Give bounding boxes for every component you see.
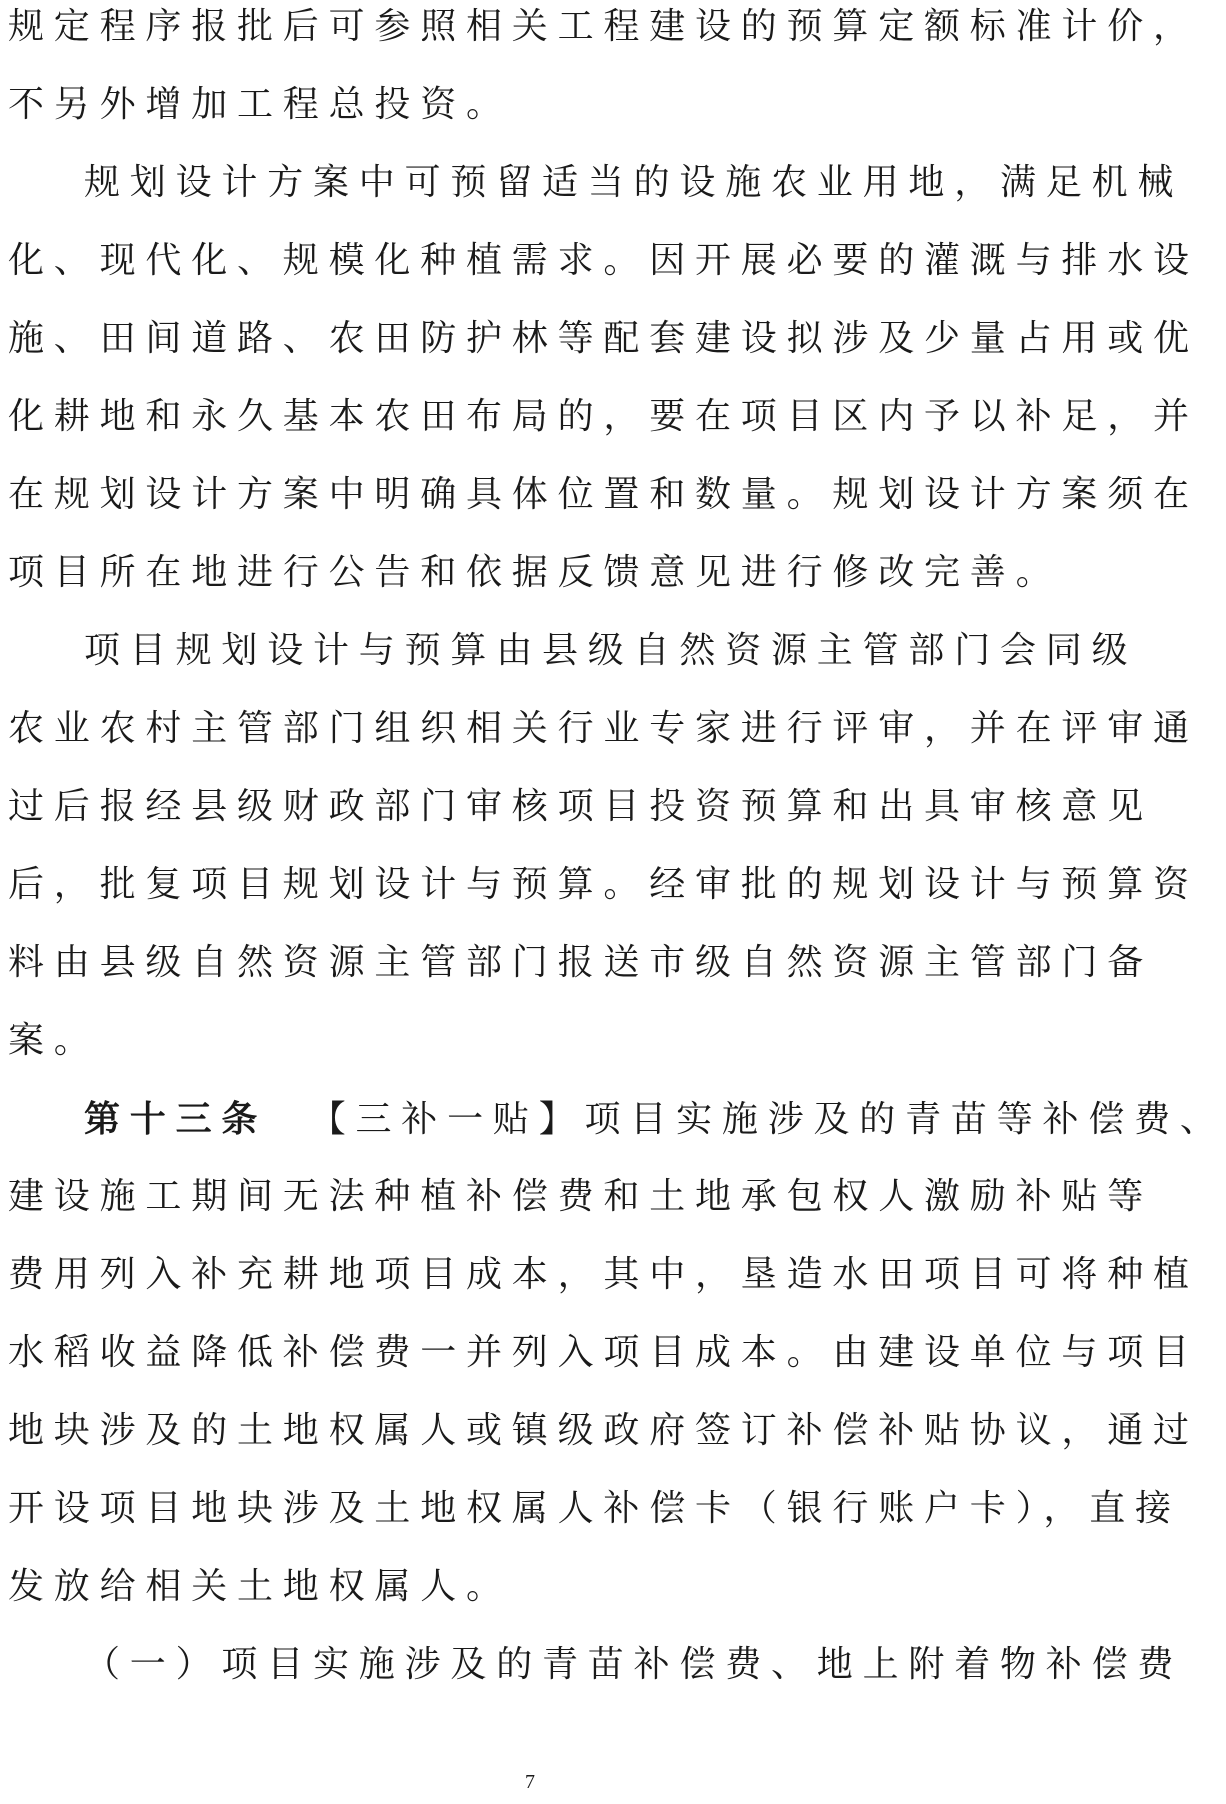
text-line: 过后报经县级财政部门审核项目投资预算和出具审核意见 (8, 786, 1154, 827)
text-line: 农业农村主管部门组织相关行业专家进行评审，并在评审通 (8, 708, 1199, 749)
text-line: 项目规划设计与预算由县级自然资源主管部门会同级 (84, 630, 1138, 671)
text-line: 地块涉及的土地权属人或镇级政府签订补偿补贴协议，通过 (8, 1410, 1199, 1451)
page-number: 7 (525, 1771, 535, 1793)
text-line: 开设项目地块涉及土地权属人补偿卡（银行账户卡），直接 (8, 1488, 1181, 1529)
text-line: 不另外增加工程总投资。 (8, 84, 512, 125)
text-line: 发放给相关土地权属人。 (8, 1566, 512, 1607)
text-line: （一）项目实施涉及的青苗补偿费、地上附着物补偿费 (84, 1644, 1184, 1685)
body-text (8, 0, 1226, 1704)
text-line: 规划设计方案中可预留适当的设施农业用地，满足机械 (84, 162, 1184, 203)
article-line (8, 1080, 1226, 1158)
article-heading: 第十三条 (84, 1098, 268, 1140)
text-line: 规定程序报批后可参照相关工程建设的预算定额标准计价， (8, 6, 1199, 47)
text-line: 后，批复项目规划设计与预算。经审批的规划设计与预算资 (8, 864, 1199, 905)
text-line: 案。 (8, 1020, 100, 1061)
text-line: 水稻收益降低补偿费一并列入项目成本。由建设单位与项目 (8, 1332, 1199, 1373)
text-line: 费用列入补充耕地项目成本，其中，垦造水田项目可将种植 (8, 1254, 1199, 1295)
text-line: 项目所在地进行公告和依据反馈意见进行修改完善。 (8, 552, 1062, 593)
text-line: 在规划设计方案中明确具体位置和数量。规划设计方案须在 (8, 474, 1199, 515)
text-line: 料由县级自然资源主管部门报送市级自然资源主管部门备 (8, 942, 1154, 983)
text-line: 施、田间道路、农田防护林等配套建设拟涉及少量占用或优 (8, 318, 1199, 359)
article-heading-gap (267, 1099, 310, 1140)
text-line: 化、现代化、规模化种植需求。因开展必要的灌溉与排水设 (8, 240, 1199, 281)
text-line: 建设施工期间无法种植补偿费和土地承包权人激励补贴等 (8, 1176, 1154, 1217)
text-line-content: 【三补一贴】项目实施涉及的青苗等补偿费、 (309, 1099, 1226, 1140)
text-line: 化耕地和永久基本农田布局的，要在项目区内予以补足，并 (8, 396, 1199, 437)
